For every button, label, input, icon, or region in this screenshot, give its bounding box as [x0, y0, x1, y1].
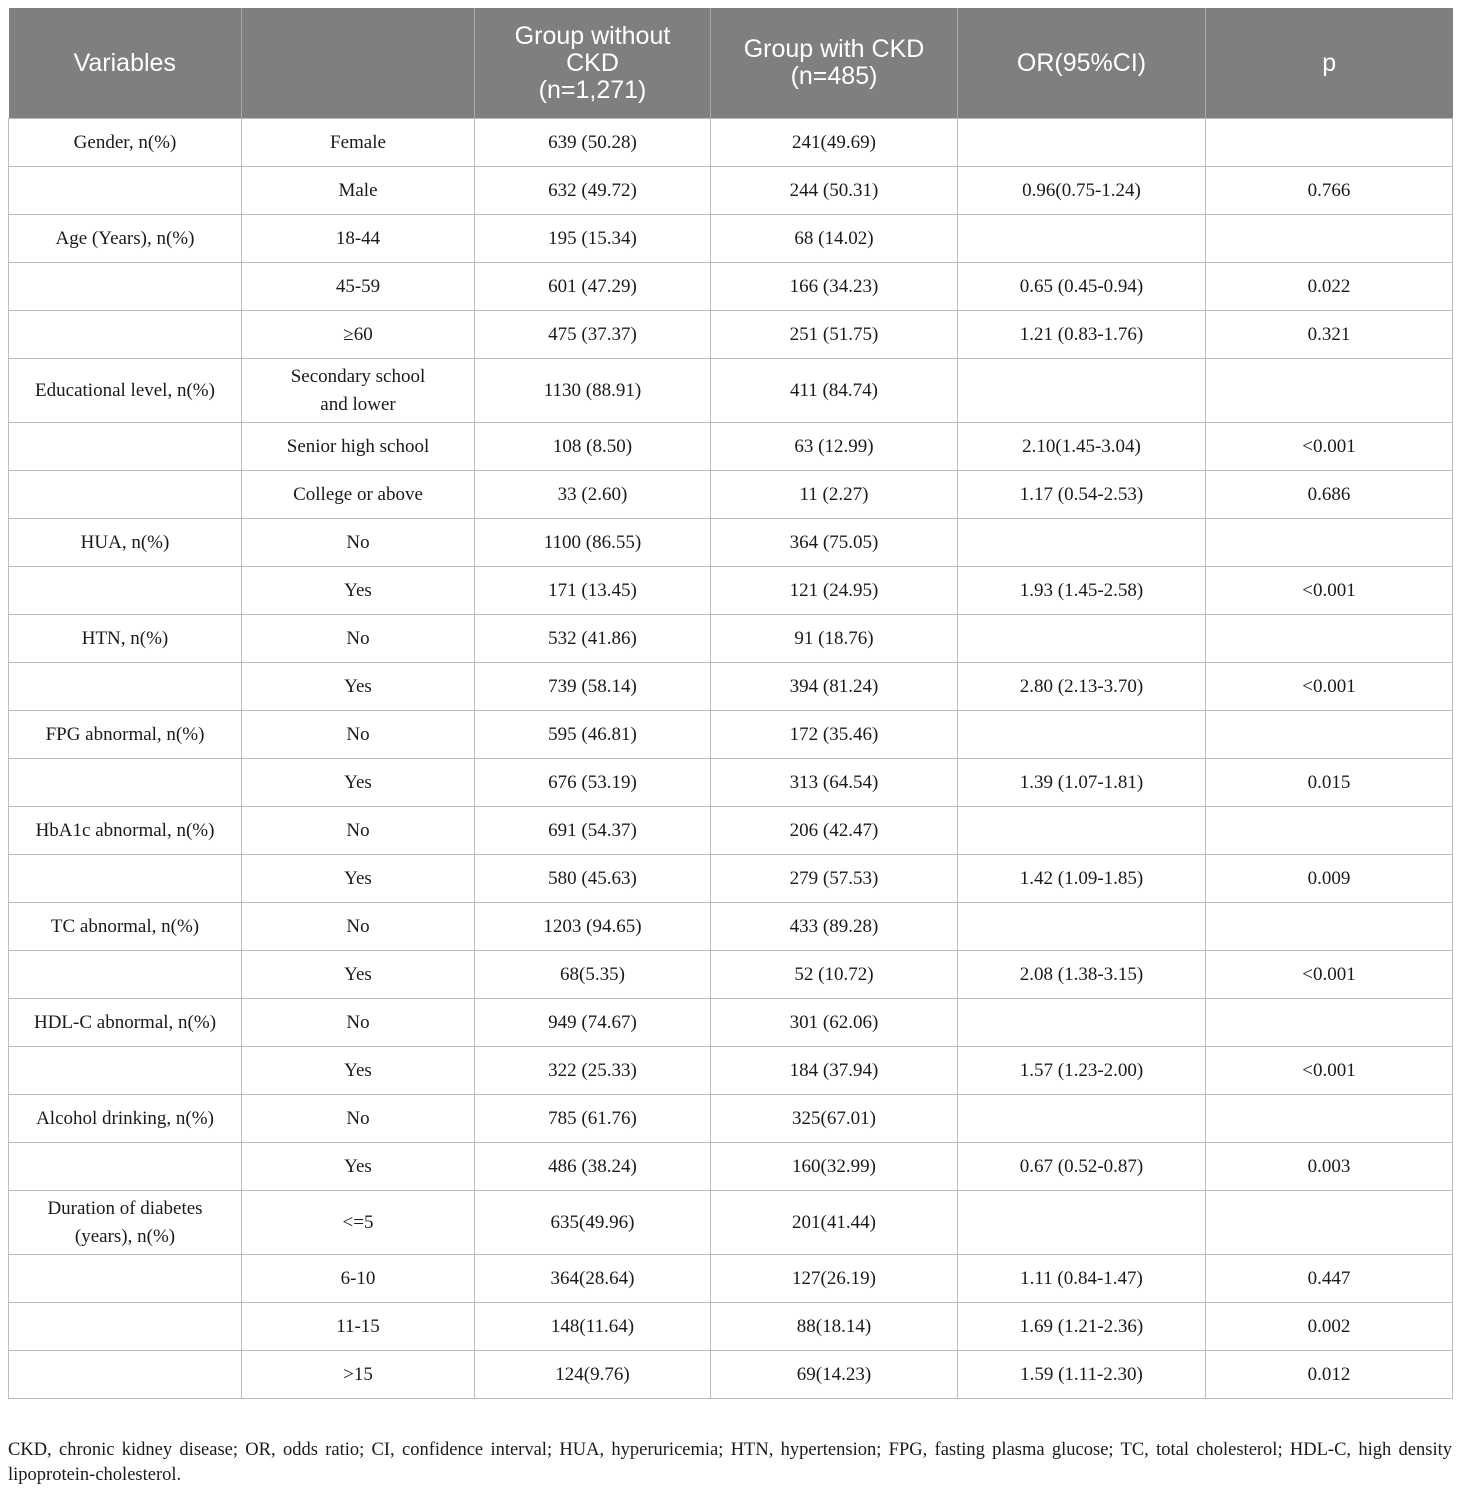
table-row	[9, 423, 1453, 471]
table-row	[9, 119, 1453, 167]
cell-level: Senior high school	[242, 423, 475, 471]
cell-group-without-ckd: 486 (38.24)	[475, 1143, 711, 1191]
cell-variable	[9, 1303, 242, 1351]
cell-group-with-ckd: 394 (81.24)	[711, 663, 958, 711]
cell-or-ci	[958, 119, 1206, 167]
cell-or-ci	[958, 1095, 1206, 1143]
cell-level: Yes	[242, 855, 475, 903]
cell-p-value: 0.003	[1206, 1143, 1453, 1191]
table-row	[9, 1303, 1453, 1351]
table-header-row	[9, 8, 1453, 119]
cell-group-with-ckd: 127(26.19)	[711, 1255, 958, 1303]
cell-p-value	[1206, 359, 1453, 423]
cell-or-ci	[958, 903, 1206, 951]
cell-or-ci: 1.57 (1.23-2.00)	[958, 1047, 1206, 1095]
cell-group-without-ckd: 639 (50.28)	[475, 119, 711, 167]
header-group-with-ckd: Group with CKD (n=485)	[711, 8, 958, 119]
cell-level: No	[242, 903, 475, 951]
cell-group-without-ckd: 475 (37.37)	[475, 311, 711, 359]
cell-or-ci: 1.93 (1.45-2.58)	[958, 567, 1206, 615]
table-row	[9, 951, 1453, 999]
table-footnote: CKD, chronic kidney disease; OR, odds ratio; CI, confidence interval; HUA, hyperuricemia; HTN, hypertension; FPG, fasting plasma glucose; TC, total cholesterol; HDL-C, high density lipoprotein-cholesterol.	[8, 1440, 1452, 1485]
cell-p-value: 0.002	[1206, 1303, 1453, 1351]
cell-level: Yes	[242, 759, 475, 807]
cell-or-ci	[958, 519, 1206, 567]
cell-group-without-ckd: 601 (47.29)	[475, 263, 711, 311]
cell-p-value	[1206, 711, 1453, 759]
cell-p-value: 0.766	[1206, 167, 1453, 215]
cell-p-value	[1206, 999, 1453, 1047]
table-row	[9, 471, 1453, 519]
cell-level: Yes	[242, 951, 475, 999]
cell-variable: FPG abnormal, n(%)	[9, 711, 242, 759]
cell-group-with-ckd: 63 (12.99)	[711, 423, 958, 471]
table-row	[9, 855, 1453, 903]
table-row	[9, 215, 1453, 263]
cell-level: No	[242, 999, 475, 1047]
cell-level: Yes	[242, 567, 475, 615]
cell-variable: HDL-C abnormal, n(%)	[9, 999, 242, 1047]
table-row	[9, 359, 1453, 423]
table-row	[9, 1047, 1453, 1095]
cell-variable: Gender, n(%)	[9, 119, 242, 167]
cell-or-ci: 1.11 (0.84-1.47)	[958, 1255, 1206, 1303]
cell-level: 6-10	[242, 1255, 475, 1303]
header-level	[242, 8, 475, 119]
cell-p-value	[1206, 519, 1453, 567]
cell-group-without-ckd: 632 (49.72)	[475, 167, 711, 215]
cell-level: No	[242, 1095, 475, 1143]
cell-p-value	[1206, 903, 1453, 951]
table-row	[9, 1095, 1453, 1143]
cell-group-without-ckd: 364(28.64)	[475, 1255, 711, 1303]
table-row	[9, 167, 1453, 215]
cell-variable	[9, 1047, 242, 1095]
cell-group-without-ckd: 68(5.35)	[475, 951, 711, 999]
cell-group-with-ckd: 166 (34.23)	[711, 263, 958, 311]
cell-group-with-ckd: 11 (2.27)	[711, 471, 958, 519]
cell-group-without-ckd: 1100 (86.55)	[475, 519, 711, 567]
cell-variable	[9, 855, 242, 903]
cell-or-ci	[958, 999, 1206, 1047]
cell-level: Yes	[242, 1143, 475, 1191]
cell-group-without-ckd: 1203 (94.65)	[475, 903, 711, 951]
cell-group-with-ckd: 184 (37.94)	[711, 1047, 958, 1095]
cell-variable	[9, 471, 242, 519]
cell-variable	[9, 423, 242, 471]
cell-variable: Alcohol drinking, n(%)	[9, 1095, 242, 1143]
cell-or-ci: 1.17 (0.54-2.53)	[958, 471, 1206, 519]
cell-or-ci: 1.39 (1.07-1.81)	[958, 759, 1206, 807]
cell-group-with-ckd: 411 (84.74)	[711, 359, 958, 423]
table-row	[9, 1351, 1453, 1399]
cell-or-ci: 0.67 (0.52-0.87)	[958, 1143, 1206, 1191]
table-row	[9, 711, 1453, 759]
cell-or-ci	[958, 711, 1206, 759]
cell-group-with-ckd: 68 (14.02)	[711, 215, 958, 263]
cell-level: No	[242, 615, 475, 663]
table-row	[9, 311, 1453, 359]
cell-level: >15	[242, 1351, 475, 1399]
cell-level: ≥60	[242, 311, 475, 359]
cell-p-value: <0.001	[1206, 951, 1453, 999]
cell-group-without-ckd: 195 (15.34)	[475, 215, 711, 263]
cell-group-with-ckd: 172 (35.46)	[711, 711, 958, 759]
cell-p-value	[1206, 1095, 1453, 1143]
cell-level: College or above	[242, 471, 475, 519]
cell-group-without-ckd: 171 (13.45)	[475, 567, 711, 615]
table-row	[9, 1191, 1453, 1255]
cell-p-value: <0.001	[1206, 423, 1453, 471]
cell-variable	[9, 263, 242, 311]
cell-p-value: <0.001	[1206, 567, 1453, 615]
cell-p-value	[1206, 215, 1453, 263]
cell-group-without-ckd: 580 (45.63)	[475, 855, 711, 903]
cell-group-with-ckd: 121 (24.95)	[711, 567, 958, 615]
cell-group-with-ckd: 279 (57.53)	[711, 855, 958, 903]
table-row	[9, 759, 1453, 807]
cell-or-ci: 0.65 (0.45-0.94)	[958, 263, 1206, 311]
cell-group-with-ckd: 313 (64.54)	[711, 759, 958, 807]
cell-variable: Age (Years), n(%)	[9, 215, 242, 263]
cell-group-with-ckd: 325(67.01)	[711, 1095, 958, 1143]
table-row	[9, 903, 1453, 951]
cell-group-with-ckd: 160(32.99)	[711, 1143, 958, 1191]
cell-variable: Duration of diabetes (years), n(%)	[9, 1191, 242, 1255]
cell-p-value: 0.012	[1206, 1351, 1453, 1399]
cell-p-value: <0.001	[1206, 1047, 1453, 1095]
cell-p-value: 0.022	[1206, 263, 1453, 311]
cell-group-with-ckd: 88(18.14)	[711, 1303, 958, 1351]
cell-variable	[9, 663, 242, 711]
cell-group-without-ckd: 691 (54.37)	[475, 807, 711, 855]
cell-group-without-ckd: 785 (61.76)	[475, 1095, 711, 1143]
cell-or-ci: 2.08 (1.38-3.15)	[958, 951, 1206, 999]
cell-group-without-ckd: 595 (46.81)	[475, 711, 711, 759]
cell-p-value: 0.447	[1206, 1255, 1453, 1303]
cell-p-value: 0.015	[1206, 759, 1453, 807]
table-row	[9, 1255, 1453, 1303]
cell-or-ci: 1.21 (0.83-1.76)	[958, 311, 1206, 359]
cell-level: Yes	[242, 1047, 475, 1095]
table-row	[9, 999, 1453, 1047]
cell-or-ci: 0.96(0.75-1.24)	[958, 167, 1206, 215]
table-body	[9, 119, 1453, 1399]
cell-variable: TC abnormal, n(%)	[9, 903, 242, 951]
cell-or-ci: 1.42 (1.09-1.85)	[958, 855, 1206, 903]
cell-variable	[9, 759, 242, 807]
cell-p-value: 0.321	[1206, 311, 1453, 359]
cell-or-ci: 1.69 (1.21-2.36)	[958, 1303, 1206, 1351]
table-row	[9, 1143, 1453, 1191]
cell-variable	[9, 567, 242, 615]
cell-level: No	[242, 519, 475, 567]
cell-group-without-ckd: 33 (2.60)	[475, 471, 711, 519]
cell-group-with-ckd: 69(14.23)	[711, 1351, 958, 1399]
cell-variable	[9, 167, 242, 215]
cell-level: Secondary school and lower	[242, 359, 475, 423]
cell-variable: Educational level, n(%)	[9, 359, 242, 423]
header-variables: Variables	[9, 8, 242, 119]
cell-group-without-ckd: 108 (8.50)	[475, 423, 711, 471]
cell-group-without-ckd: 322 (25.33)	[475, 1047, 711, 1095]
cell-group-with-ckd: 206 (42.47)	[711, 807, 958, 855]
cell-level: 11-15	[242, 1303, 475, 1351]
cell-level: <=5	[242, 1191, 475, 1255]
cell-group-with-ckd: 241(49.69)	[711, 119, 958, 167]
cell-or-ci: 2.80 (2.13-3.70)	[958, 663, 1206, 711]
header-or-ci: OR(95%CI)	[958, 8, 1206, 119]
cell-group-with-ckd: 52 (10.72)	[711, 951, 958, 999]
cell-level: Female	[242, 119, 475, 167]
table-row	[9, 567, 1453, 615]
cell-variable: HUA, n(%)	[9, 519, 242, 567]
cell-group-with-ckd: 244 (50.31)	[711, 167, 958, 215]
table-row	[9, 519, 1453, 567]
cell-group-without-ckd: 124(9.76)	[475, 1351, 711, 1399]
table-row	[9, 263, 1453, 311]
cell-or-ci	[958, 1191, 1206, 1255]
cell-group-with-ckd: 433 (89.28)	[711, 903, 958, 951]
cell-variable: HbA1c abnormal, n(%)	[9, 807, 242, 855]
cell-p-value	[1206, 119, 1453, 167]
cell-or-ci: 2.10(1.45-3.04)	[958, 423, 1206, 471]
header-group-without-ckd: Group without CKD (n=1,271)	[475, 8, 711, 119]
cell-group-with-ckd: 201(41.44)	[711, 1191, 958, 1255]
cell-variable: HTN, n(%)	[9, 615, 242, 663]
header-p: p	[1206, 8, 1453, 119]
cell-level: Yes	[242, 663, 475, 711]
cell-group-without-ckd: 148(11.64)	[475, 1303, 711, 1351]
cell-group-with-ckd: 91 (18.76)	[711, 615, 958, 663]
cell-p-value: 0.686	[1206, 471, 1453, 519]
cell-or-ci	[958, 807, 1206, 855]
cell-p-value: 0.009	[1206, 855, 1453, 903]
cell-or-ci	[958, 359, 1206, 423]
cell-level: 45-59	[242, 263, 475, 311]
data-table	[8, 8, 1453, 1399]
cell-p-value	[1206, 807, 1453, 855]
cell-group-without-ckd: 1130 (88.91)	[475, 359, 711, 423]
cell-group-without-ckd: 532 (41.86)	[475, 615, 711, 663]
table-row	[9, 807, 1453, 855]
cell-group-without-ckd: 949 (74.67)	[475, 999, 711, 1047]
cell-group-without-ckd: 739 (58.14)	[475, 663, 711, 711]
cell-group-with-ckd: 364 (75.05)	[711, 519, 958, 567]
cell-group-with-ckd: 251 (51.75)	[711, 311, 958, 359]
cell-or-ci	[958, 615, 1206, 663]
table-row	[9, 663, 1453, 711]
cell-group-with-ckd: 301 (62.06)	[711, 999, 958, 1047]
cell-variable	[9, 1143, 242, 1191]
table-row	[9, 615, 1453, 663]
cell-level: No	[242, 711, 475, 759]
cell-or-ci: 1.59 (1.11-2.30)	[958, 1351, 1206, 1399]
cell-level: 18-44	[242, 215, 475, 263]
cell-variable	[9, 1255, 242, 1303]
cell-variable	[9, 311, 242, 359]
cell-variable	[9, 1351, 242, 1399]
cell-p-value	[1206, 615, 1453, 663]
cell-variable	[9, 951, 242, 999]
cell-or-ci	[958, 215, 1206, 263]
cell-p-value	[1206, 1191, 1453, 1255]
cell-group-without-ckd: 676 (53.19)	[475, 759, 711, 807]
cell-level: Male	[242, 167, 475, 215]
cell-group-without-ckd: 635(49.96)	[475, 1191, 711, 1255]
cell-p-value: <0.001	[1206, 663, 1453, 711]
cell-level: No	[242, 807, 475, 855]
